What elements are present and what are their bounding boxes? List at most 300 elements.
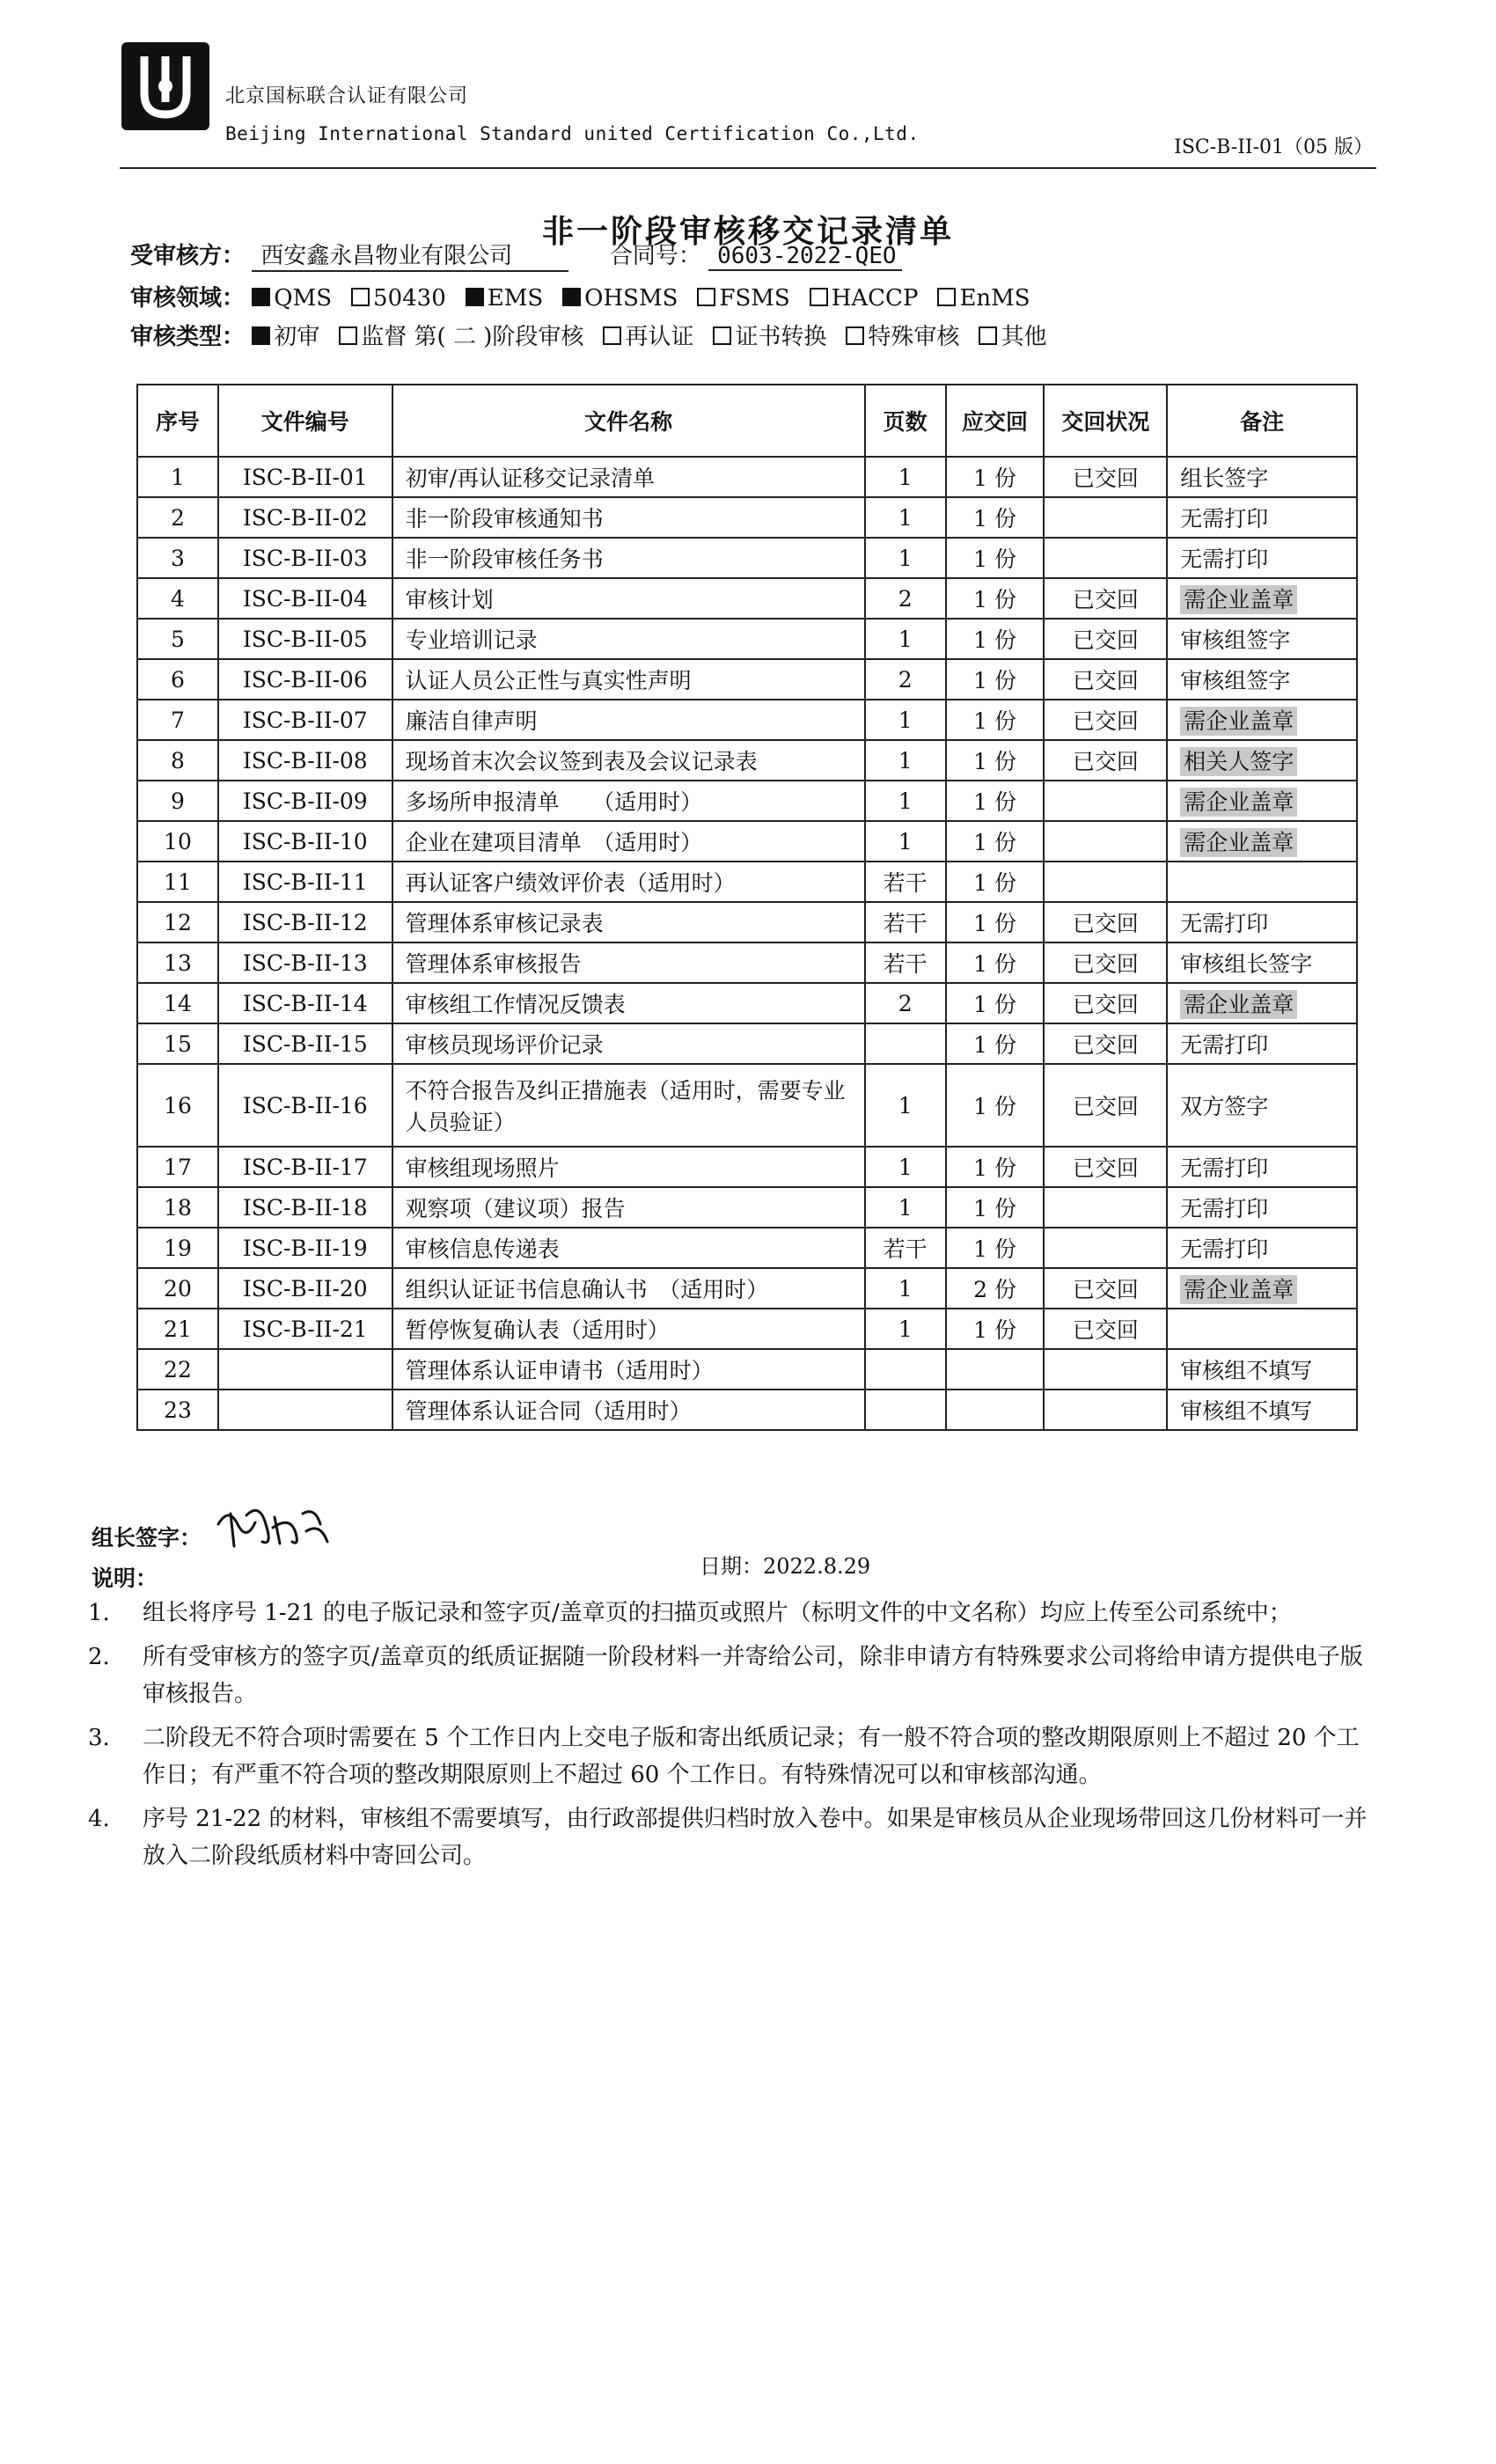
doc-name-text: 非一阶段审核任务书 <box>405 546 604 572</box>
checked-checkbox-icon[interactable] <box>252 288 270 306</box>
seq-text: 21 <box>164 1316 192 1342</box>
due-text: 1 份 <box>973 1032 1016 1058</box>
pages-text: 1 <box>898 545 913 571</box>
cell-doc-name <box>392 538 865 578</box>
leader-signature <box>211 1498 334 1559</box>
audit-field-option[interactable] <box>252 285 332 312</box>
cell-due <box>946 1147 1045 1187</box>
cell-doc-no <box>218 538 392 578</box>
pages-text: 1 <box>898 1316 913 1342</box>
cell-doc-name <box>392 1064 865 1147</box>
cell-remark <box>1167 862 1357 902</box>
seq-text: 13 <box>164 950 192 976</box>
col-header-status: 交回状况 <box>1044 385 1167 457</box>
cell-doc-no <box>218 1228 392 1268</box>
pages-text: 1 <box>898 464 913 490</box>
pages-text: 2 <box>898 585 913 612</box>
note-item <box>88 1720 1373 1793</box>
cell-doc-no <box>218 942 392 983</box>
audit-field-line <box>130 280 1050 312</box>
cell-status <box>1044 619 1167 659</box>
due-text: 1 份 <box>973 911 1016 936</box>
cell-doc-no <box>218 659 392 700</box>
doc-no-text: ISC-B-II-11 <box>242 869 368 895</box>
status-text: 已交回 <box>1072 951 1139 977</box>
doc-name-text: 审核组工作情况反馈表 <box>405 992 626 1017</box>
cell-remark <box>1167 942 1357 983</box>
cell-doc-no <box>218 740 392 781</box>
cell-status <box>1044 578 1167 619</box>
doc-name-text: 组织认证证书信息确认书 （适用时） <box>405 1277 769 1302</box>
doc-name-text: 再认证客户绩效评价表（适用时） <box>405 870 736 896</box>
cell-doc-no <box>218 700 392 740</box>
table-row <box>137 1023 1357 1064</box>
remark-text: 需企业盖章 <box>1180 1275 1297 1304</box>
table-row <box>137 902 1357 942</box>
remark-text: 审核组不填写 <box>1180 1358 1313 1383</box>
cell-doc-name <box>392 1268 865 1309</box>
audit-type-option-label: 监督 第( 二 )阶段审核 <box>361 324 584 350</box>
cell-pages <box>865 619 946 659</box>
cell-pages <box>865 821 946 862</box>
cell-doc-name <box>392 740 865 781</box>
cell-doc-name <box>392 659 865 700</box>
doc-no-text: ISC-B-II-02 <box>242 504 368 531</box>
header-divider <box>120 167 1376 169</box>
cell-seq <box>137 740 218 781</box>
remark-text: 无需打印 <box>1180 1196 1269 1221</box>
unchecked-checkbox-icon[interactable] <box>713 326 731 345</box>
cell-pages <box>865 781 946 821</box>
cell-pages <box>865 1023 946 1064</box>
doc-no-text: ISC-B-II-20 <box>242 1275 368 1302</box>
cell-doc-name <box>392 1349 865 1390</box>
cell-seq <box>137 1147 218 1187</box>
cell-seq <box>137 821 218 862</box>
audit-type-option[interactable] <box>713 324 826 350</box>
cell-pages <box>865 1390 946 1430</box>
remark-text: 相关人签字 <box>1180 747 1297 776</box>
cell-remark <box>1167 781 1357 821</box>
cell-doc-no <box>218 578 392 619</box>
notes-title: 说明： <box>92 1566 158 1591</box>
table-header-row <box>137 385 1357 457</box>
audit-type-option[interactable] <box>339 324 583 350</box>
table-row <box>137 1187 1357 1228</box>
cell-pages <box>865 1228 946 1268</box>
cell-remark <box>1167 578 1357 619</box>
cell-pages <box>865 1309 946 1349</box>
cell-remark <box>1167 1228 1357 1268</box>
table-row <box>137 781 1357 821</box>
cell-doc-name <box>392 1390 865 1430</box>
due-text: 1 份 <box>973 789 1016 815</box>
cell-remark <box>1167 1390 1357 1430</box>
table-row <box>137 1228 1357 1268</box>
audit-field-option-label: EnMS <box>959 285 1030 312</box>
cell-doc-no <box>218 457 392 497</box>
unchecked-checkbox-icon[interactable] <box>979 326 997 345</box>
audit-field-option-label: HACCP <box>831 285 919 312</box>
note-text: 序号 21-22 的材料，审核组不需要填写，由行政部提供归档时放入卷中。如果是审核员从企业现场带回这几份材料可一并放入二阶段纸质材料中寄回公司。 <box>143 1806 1368 1869</box>
cell-doc-name <box>392 821 865 862</box>
unchecked-checkbox-icon[interactable] <box>697 288 715 306</box>
audit-field-option-label: QMS <box>274 285 333 312</box>
due-text: 1 份 <box>973 992 1016 1017</box>
notes-list <box>88 1595 1373 1881</box>
audit-type-option-label: 证书转换 <box>735 324 827 350</box>
pages-text: 若干 <box>883 911 928 936</box>
cell-status <box>1044 457 1167 497</box>
cell-doc-name <box>392 700 865 740</box>
cell-doc-name <box>392 983 865 1023</box>
seq-text: 17 <box>164 1154 192 1180</box>
cell-remark <box>1167 983 1357 1023</box>
cell-doc-no <box>218 1349 392 1390</box>
pages-text: 若干 <box>883 951 928 977</box>
cell-doc-no <box>218 497 392 538</box>
unchecked-checkbox-icon[interactable] <box>603 326 621 345</box>
audit-type-option-label: 其他 <box>1001 324 1047 350</box>
status-text: 已交回 <box>1072 1317 1139 1343</box>
pages-text: 若干 <box>883 1236 928 1262</box>
audit-type-option[interactable] <box>603 324 693 350</box>
unchecked-checkbox-icon[interactable] <box>810 288 828 306</box>
audit-field-option-label: 50430 <box>373 285 446 312</box>
cell-doc-name <box>392 781 865 821</box>
cell-status <box>1044 902 1167 942</box>
cell-status <box>1044 1309 1167 1349</box>
status-text: 已交回 <box>1072 1094 1139 1119</box>
cell-doc-name <box>392 942 865 983</box>
cell-status <box>1044 538 1167 578</box>
cell-seq <box>137 1349 218 1390</box>
cell-remark <box>1167 1023 1357 1064</box>
seq-text: 1 <box>171 464 185 490</box>
pages-text: 若干 <box>883 870 928 896</box>
col-header-pages: 页数 <box>865 385 946 457</box>
cell-remark <box>1167 1147 1357 1187</box>
cell-status <box>1044 740 1167 781</box>
col-header-due: 应交回 <box>946 385 1045 457</box>
checked-checkbox-icon[interactable] <box>562 288 581 306</box>
cell-due <box>946 821 1045 862</box>
cell-due <box>946 1349 1045 1390</box>
cell-seq <box>137 538 218 578</box>
cell-due <box>946 659 1045 700</box>
remark-text: 无需打印 <box>1180 911 1269 936</box>
cell-remark <box>1167 700 1357 740</box>
seq-text: 16 <box>164 1092 192 1118</box>
audit-field-option[interactable] <box>810 285 919 312</box>
doc-no-text: ISC-B-II-14 <box>242 990 368 1016</box>
cell-seq <box>137 1064 218 1147</box>
cell-doc-no <box>218 1309 392 1349</box>
audit-type-option-label: 初审 <box>274 324 320 350</box>
audit-field-option[interactable] <box>466 285 543 312</box>
cell-seq <box>137 902 218 942</box>
unchecked-checkbox-icon[interactable] <box>846 326 864 345</box>
cell-pages <box>865 902 946 942</box>
due-text: 1 份 <box>973 627 1016 653</box>
audit-type-option[interactable] <box>846 324 959 350</box>
status-text: 已交回 <box>1072 708 1139 734</box>
doc-no-text: ISC-B-II-03 <box>242 545 368 571</box>
audit-field-option[interactable] <box>697 285 789 312</box>
cell-doc-no <box>218 1268 392 1309</box>
pages-text: 1 <box>898 747 913 774</box>
doc-no-text: ISC-B-II-04 <box>242 585 368 612</box>
doc-no-text: ISC-B-II-05 <box>242 626 368 652</box>
doc-no-text: ISC-B-II-12 <box>242 909 368 935</box>
seq-text: 8 <box>171 747 185 774</box>
cell-seq <box>137 862 218 902</box>
note-number: 2. <box>88 1644 110 1670</box>
cell-pages <box>865 578 946 619</box>
doc-no-text: ISC-B-II-07 <box>242 707 368 733</box>
cell-pages <box>865 1064 946 1147</box>
cell-doc-name <box>392 1309 865 1349</box>
cell-seq <box>137 983 218 1023</box>
cell-status <box>1044 1349 1167 1390</box>
pages-text: 1 <box>898 1275 913 1302</box>
remark-text: 组长签字 <box>1180 466 1269 491</box>
cell-seq <box>137 619 218 659</box>
seq-text: 20 <box>164 1275 192 1302</box>
cell-seq <box>137 1187 218 1228</box>
cell-doc-name <box>392 1187 865 1228</box>
cell-remark <box>1167 619 1357 659</box>
doc-name-text: 审核组现场照片 <box>405 1155 560 1181</box>
seq-text: 10 <box>164 828 192 854</box>
cell-seq <box>137 781 218 821</box>
checked-checkbox-icon[interactable] <box>466 288 484 306</box>
cell-doc-no <box>218 1187 392 1228</box>
cell-pages <box>865 942 946 983</box>
table-row <box>137 862 1357 902</box>
table-row <box>137 619 1357 659</box>
pages-text: 2 <box>898 666 913 693</box>
cell-doc-no <box>218 902 392 942</box>
cell-due <box>946 1390 1045 1430</box>
cell-due <box>946 1064 1045 1147</box>
unchecked-checkbox-icon[interactable] <box>937 288 956 306</box>
audit-field-option[interactable] <box>351 285 446 312</box>
cell-doc-no <box>218 1390 392 1430</box>
remark-text: 审核组长签字 <box>1180 951 1313 977</box>
cell-due <box>946 1268 1045 1309</box>
cell-status <box>1044 862 1167 902</box>
unchecked-checkbox-icon[interactable] <box>351 288 370 306</box>
cell-remark <box>1167 457 1357 497</box>
due-text: 1 份 <box>973 870 1016 896</box>
doc-name-text: 现场首末次会议签到表及会议记录表 <box>405 749 758 774</box>
cell-status <box>1044 1187 1167 1228</box>
cell-status <box>1044 821 1167 862</box>
cell-doc-name <box>392 619 865 659</box>
col-header-remark: 备注 <box>1167 385 1357 457</box>
cell-doc-name <box>392 497 865 538</box>
table-row <box>137 983 1357 1023</box>
cell-remark <box>1167 1187 1357 1228</box>
cell-pages <box>865 538 946 578</box>
table-row <box>137 1390 1357 1430</box>
auditee-label: 受审核方： <box>130 243 246 269</box>
seq-text: 5 <box>171 626 185 652</box>
cell-remark <box>1167 902 1357 942</box>
audit-type-line <box>130 319 1066 351</box>
auditee-line <box>130 238 902 272</box>
cell-doc-name <box>392 1147 865 1187</box>
auditee-value: 西安鑫永昌物业有限公司 <box>252 238 568 272</box>
remark-text: 需企业盖章 <box>1180 990 1297 1019</box>
pages-text: 1 <box>898 1092 913 1118</box>
cell-doc-no <box>218 1023 392 1064</box>
contract-value: 0603-2022-QEO <box>708 243 902 271</box>
table-row <box>137 740 1357 781</box>
cell-due <box>946 700 1045 740</box>
company-logo-icon <box>120 40 211 132</box>
doc-name-text: 企业在建项目清单 （适用时） <box>405 830 703 855</box>
transfer-record-table <box>136 384 1358 1431</box>
cell-status <box>1044 1023 1167 1064</box>
remark-text: 无需打印 <box>1180 1032 1269 1058</box>
checked-checkbox-icon[interactable] <box>252 326 270 345</box>
doc-no-text: ISC-B-II-21 <box>242 1316 368 1342</box>
pages-text: 1 <box>898 788 913 814</box>
due-text: 2 份 <box>973 1277 1016 1302</box>
audit-type-option-label: 再认证 <box>625 324 694 350</box>
cell-status <box>1044 1147 1167 1187</box>
cell-due <box>946 457 1045 497</box>
doc-no-text: ISC-B-II-15 <box>242 1030 368 1057</box>
cell-status <box>1044 1228 1167 1268</box>
due-text: 1 份 <box>973 749 1016 774</box>
remark-text: 需企业盖章 <box>1180 788 1297 817</box>
cell-seq <box>137 1309 218 1349</box>
doc-name-text: 管理体系认证申请书（适用时） <box>405 1358 714 1383</box>
doc-no-text: ISC-B-II-01 <box>242 464 368 490</box>
due-text: 1 份 <box>973 951 1016 977</box>
seq-text: 23 <box>164 1397 192 1423</box>
pages-text: 1 <box>898 626 913 652</box>
cell-seq <box>137 457 218 497</box>
cell-status <box>1044 942 1167 983</box>
cell-pages <box>865 457 946 497</box>
status-text: 已交回 <box>1072 1277 1139 1302</box>
doc-no-text: ISC-B-II-08 <box>242 747 368 774</box>
doc-name-text: 廉洁自律声明 <box>405 708 538 734</box>
remark-text: 需企业盖章 <box>1180 828 1297 857</box>
status-text: 已交回 <box>1072 911 1139 936</box>
doc-name-text: 多场所申报清单 （适用时） <box>405 789 703 815</box>
cell-doc-no <box>218 619 392 659</box>
pages-text: 1 <box>898 1154 913 1180</box>
audit-field-option-label: FSMS <box>719 285 790 312</box>
cell-pages <box>865 700 946 740</box>
seq-text: 11 <box>164 869 192 895</box>
cell-remark <box>1167 740 1357 781</box>
cell-remark <box>1167 1064 1357 1147</box>
doc-name-text: 管理体系认证合同（适用时） <box>405 1398 692 1424</box>
note-number: 4. <box>88 1806 110 1832</box>
audit-type-option[interactable] <box>252 324 319 350</box>
audit-field-label: 审核领域： <box>130 285 246 312</box>
col-header-doc-name: 文件名称 <box>392 385 865 457</box>
cell-doc-name <box>392 862 865 902</box>
seq-text: 15 <box>164 1030 192 1057</box>
document-code: ISC-B-II-01（05 版） <box>1174 136 1373 158</box>
pages-text: 1 <box>898 828 913 854</box>
cell-pages <box>865 1187 946 1228</box>
table-row <box>137 659 1357 700</box>
cell-due <box>946 1023 1045 1064</box>
cell-doc-no <box>218 1064 392 1147</box>
cell-doc-no <box>218 1147 392 1187</box>
cell-due <box>946 1187 1045 1228</box>
note-text: 二阶段无不符合项时需要在 5 个工作日内上交电子版和寄出纸质记录；有一般不符合项的整改期限原则上不超过 20 个工作日；有严重不符合项的整改期限原则上不超过 60 个工作日。有特殊情况可以和审核部沟通。 <box>143 1725 1360 1788</box>
status-text: 已交回 <box>1072 627 1139 653</box>
due-text: 1 份 <box>973 708 1016 734</box>
due-text: 1 份 <box>973 1236 1016 1262</box>
audit-field-option[interactable] <box>937 285 1030 312</box>
cell-status <box>1044 700 1167 740</box>
cell-status <box>1044 983 1167 1023</box>
cell-pages <box>865 497 946 538</box>
cell-status <box>1044 659 1167 700</box>
cell-seq <box>137 700 218 740</box>
due-text: 1 份 <box>973 668 1016 693</box>
cell-pages <box>865 862 946 902</box>
table-row <box>137 942 1357 983</box>
doc-no-text: ISC-B-II-10 <box>242 828 368 854</box>
date: 日期：2022.8.29 <box>700 1554 871 1579</box>
cell-remark <box>1167 1309 1357 1349</box>
audit-type-option[interactable] <box>979 324 1046 350</box>
cell-due <box>946 538 1045 578</box>
doc-name-text: 初审/再认证移交记录清单 <box>405 466 656 491</box>
cell-pages <box>865 1349 946 1390</box>
remark-text: 双方签字 <box>1180 1094 1269 1119</box>
cell-doc-name <box>392 578 865 619</box>
cell-doc-name <box>392 902 865 942</box>
unchecked-checkbox-icon[interactable] <box>339 326 357 345</box>
seq-text: 22 <box>164 1356 192 1382</box>
seq-text: 12 <box>164 909 192 935</box>
table-row <box>137 1349 1357 1390</box>
note-text: 组长将序号 1-21 的电子版记录和签字页/盖章页的扫描页或照片（标明文件的中文名称）均应上传至公司系统中； <box>143 1600 1292 1626</box>
remark-text: 无需打印 <box>1180 1236 1269 1262</box>
table-row <box>137 1147 1357 1187</box>
cell-remark <box>1167 497 1357 538</box>
cell-doc-no <box>218 862 392 902</box>
doc-name-text: 观察项（建议项）报告 <box>405 1196 626 1221</box>
leader-sign-label: 组长签字： <box>92 1525 202 1551</box>
cell-due <box>946 578 1045 619</box>
cell-seq <box>137 659 218 700</box>
audit-field-option[interactable] <box>562 285 678 312</box>
status-text: 已交回 <box>1072 587 1139 612</box>
audit-field-option-label: OHSMS <box>584 285 678 312</box>
cell-due <box>946 862 1045 902</box>
remark-text: 审核组签字 <box>1180 627 1291 653</box>
cell-seq <box>137 578 218 619</box>
due-text: 1 份 <box>973 546 1016 572</box>
due-text: 1 份 <box>973 1094 1016 1119</box>
doc-name-text: 审核信息传递表 <box>405 1236 560 1262</box>
cell-doc-no <box>218 781 392 821</box>
cell-seq <box>137 1390 218 1430</box>
